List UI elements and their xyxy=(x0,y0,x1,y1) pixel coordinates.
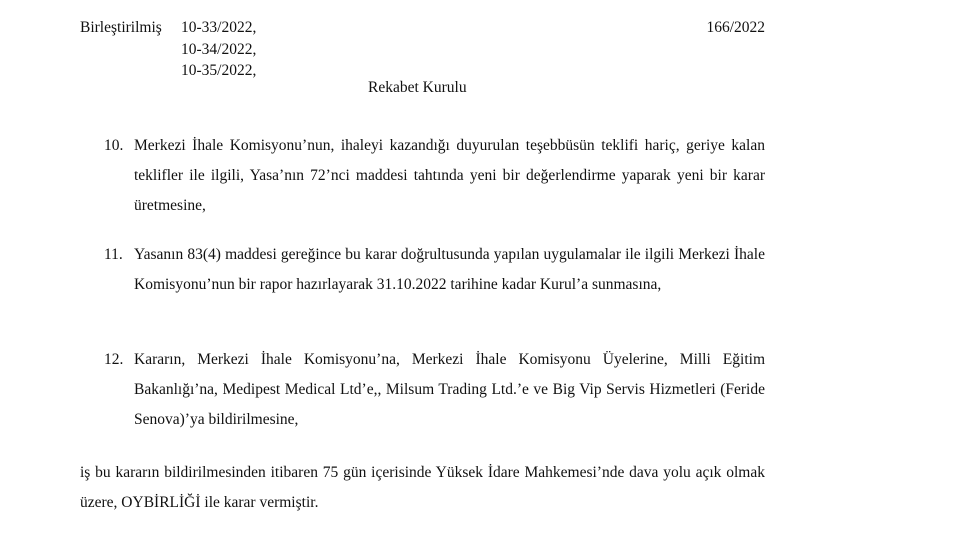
case-number: 10-35/2022, xyxy=(181,62,257,79)
item-text: Merkezi İhale Komisyonu’nun, ihaleyi kazandığı duyurulan teşebbüsün teklifi hariç, geriye kalan teklifler ile ilgili, Yasa’nın 72’nci maddesi tahtında yeni bir değerlendirme yaparak yeni bir karar üretmesine, xyxy=(134,137,765,214)
item-number: 12. xyxy=(104,351,124,368)
decision-number: 166/2022 xyxy=(706,19,765,36)
item-text: Yasanın 83(4) maddesi gereğince bu karar doğrultusunda yapılan uygulamalar ile ilgili Merkezi İhale Komisyonu’nun bir rapor hazırlayarak 31.10.2022 tarihine kadar Kurul’a sunmasına, xyxy=(134,246,765,293)
merged-case-label: Birleştirilmiş xyxy=(80,19,162,36)
item-number: 11. xyxy=(104,246,123,263)
item-number: 10. xyxy=(104,137,124,154)
organization-title: Rekabet Kurulu xyxy=(368,79,467,96)
item-text: Kararın, Merkezi İhale Komisyonu’na, Merkezi İhale Komisyonu Üyelerine, Milli Eğitim Bakanlığı’na, Medipest Medical Ltd’e,, Milsum Trading Ltd.’e ve Big Vip Servis Hizmetleri (Feride Senova)’ya bildirilmesine, xyxy=(134,351,765,428)
case-number: 10-34/2022, xyxy=(181,41,257,58)
case-number: 10-33/2022, xyxy=(181,19,257,36)
closing-paragraph: iş bu kararın bildirilmesinden itibaren 75 gün içerisinde Yüksek İdare Mahkemesi’nde dava yolu açık olmak üzere, OYBİRLİĞİ ile karar vermiştir. xyxy=(80,464,765,511)
